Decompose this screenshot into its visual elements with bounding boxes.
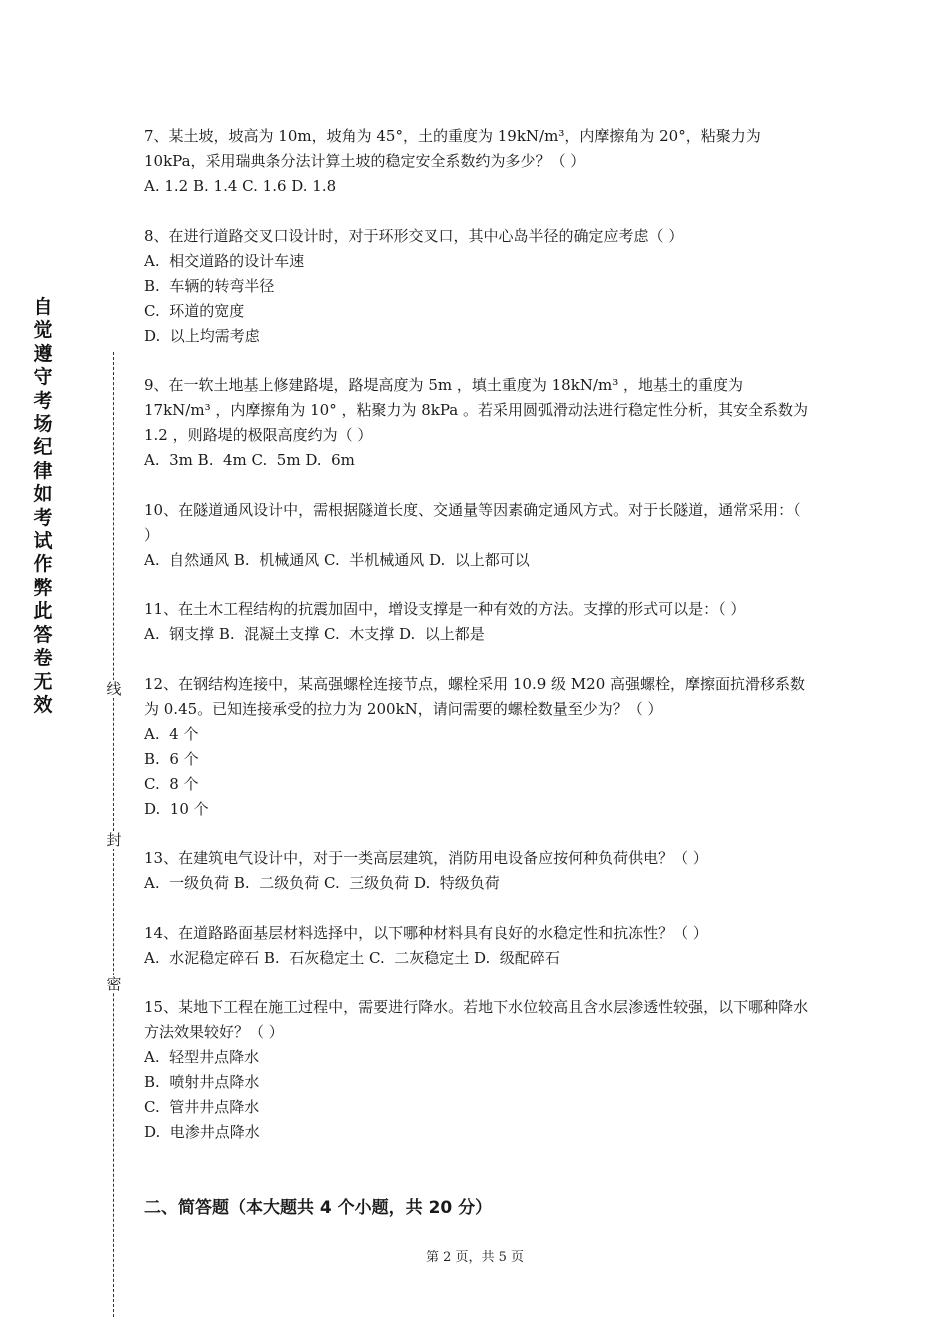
answer-option: D. 电渗井点降水 <box>144 1123 260 1141</box>
question-item <box>144 672 810 822</box>
question-stem: 11、在土木工程结构的抗震加固中，增设支撑是一种有效的方法。支撑的形式可以是：（ ） <box>144 600 746 618</box>
question-item <box>144 498 810 573</box>
question-item <box>144 124 810 199</box>
exam-discipline-notice: 自觉遵守考场纪律如考试作弊此答卷无效 <box>33 296 53 716</box>
answer-option: A. 钢支撑 B. 混凝土支撑 C. 木支撑 D. 以上都是 <box>144 625 485 643</box>
answer-option: B. 6 个 <box>144 749 199 768</box>
answer-option: C. 环道的宽度 <box>144 301 245 320</box>
answer-option: A. 4 个 <box>144 724 199 743</box>
question-stem: 7、某土坡，坡高为 10m，坡角为 45°，土的重度为 19kN/m³，内摩擦角为 20°，粘聚力为 10kPa，采用瑞典条分法计算土坡的稳定安全系数约为多少？（ ） <box>144 127 761 170</box>
question-stem: 9、在一软土地基上修建路堤，路堤高度为 5m ，填土重度为 18kN/m³ ，地基土的重度为 17kN/m³ ，内摩擦角为 10° ，粘聚力为 8kPa 。若采用圆弧滑动法进行稳定性分析，其安全系数为 1.2 ，则路堤的极限高度约为（ ） <box>144 376 809 444</box>
question-item <box>144 373 810 473</box>
answer-option: A. 1.2 B. 1.4 C. 1.6 D. 1.8 <box>144 177 337 195</box>
answer-option: A. 水泥稳定碎石 B. 石灰稳定土 C. 二灰稳定土 D. 级配碎石 <box>144 948 560 967</box>
section-title: 二、简答题（本大题共 4 个小题，共 20 分） <box>144 1198 493 1218</box>
question-stem: 13、在建筑电气设计中，对于一类高层建筑，消防用电设备应按何种负荷供电？（ ） <box>144 849 708 867</box>
question-stem: 15、某地下工程在施工过程中，需要进行降水。若地下水位较高且含水层渗透性较强，以下哪种降水方法效果较好？（ ） <box>144 998 809 1041</box>
cut-label-seal: 封 <box>106 831 122 849</box>
cut-label-line: 线 <box>106 680 122 698</box>
answer-option: A. 一级负荷 B. 二级负荷 C. 三级负荷 D. 特级负荷 <box>144 874 500 892</box>
answer-option: D. 以上均需考虑 <box>144 326 260 345</box>
question-item <box>144 921 810 971</box>
question-item <box>144 597 810 647</box>
answer-option: A. 3m B. 4m C. 5m D. 6m <box>144 451 355 469</box>
question-stem: 12、在钢结构连接中，某高强螺栓连接节点，螺栓采用 10.9 级 M20 高强螺栓，摩擦面抗滑移系数为 0.45。已知连接承受的拉力为 200kN，请问需要的螺栓数量至少为？（ ） <box>144 674 806 718</box>
answer-option: B. 车辆的转弯半径 <box>144 276 275 295</box>
question-stem: 8、在进行道路交叉口设计时，对于环形交叉口，其中心岛半径的确定应考虑（ ） <box>144 226 684 245</box>
binding-margin <box>0 0 140 1344</box>
question-item <box>144 995 810 1145</box>
cut-label-secret: 密 <box>106 975 122 993</box>
question-item <box>144 846 810 896</box>
question-stem: 10、在隧道通风设计中，需根据隧道长度、交通量等因素确定通风方式。对于长隧道，通常采用：（ ） <box>144 500 801 544</box>
answer-option: A. 相交道路的设计车速 <box>144 251 305 270</box>
answer-option: B. 喷射井点降水 <box>144 1073 260 1091</box>
answer-option: A. 自然通风 B. 机械通风 C. 半机械通风 D. 以上都可以 <box>144 550 530 569</box>
answer-option: D. 10 个 <box>144 799 209 818</box>
page-footer: 第 2 页，共 5 页 <box>425 1250 525 1265</box>
question-stem: 14、在道路路面基层材料选择中，以下哪种材料具有良好的水稳定性和抗冻性？（ ） <box>144 923 708 942</box>
answer-option: C. 管井井点降水 <box>144 1098 260 1116</box>
answer-option: C. 8 个 <box>144 774 199 793</box>
question-list <box>144 124 810 1170</box>
answer-option: A. 轻型井点降水 <box>144 1048 260 1066</box>
question-item <box>144 224 810 349</box>
